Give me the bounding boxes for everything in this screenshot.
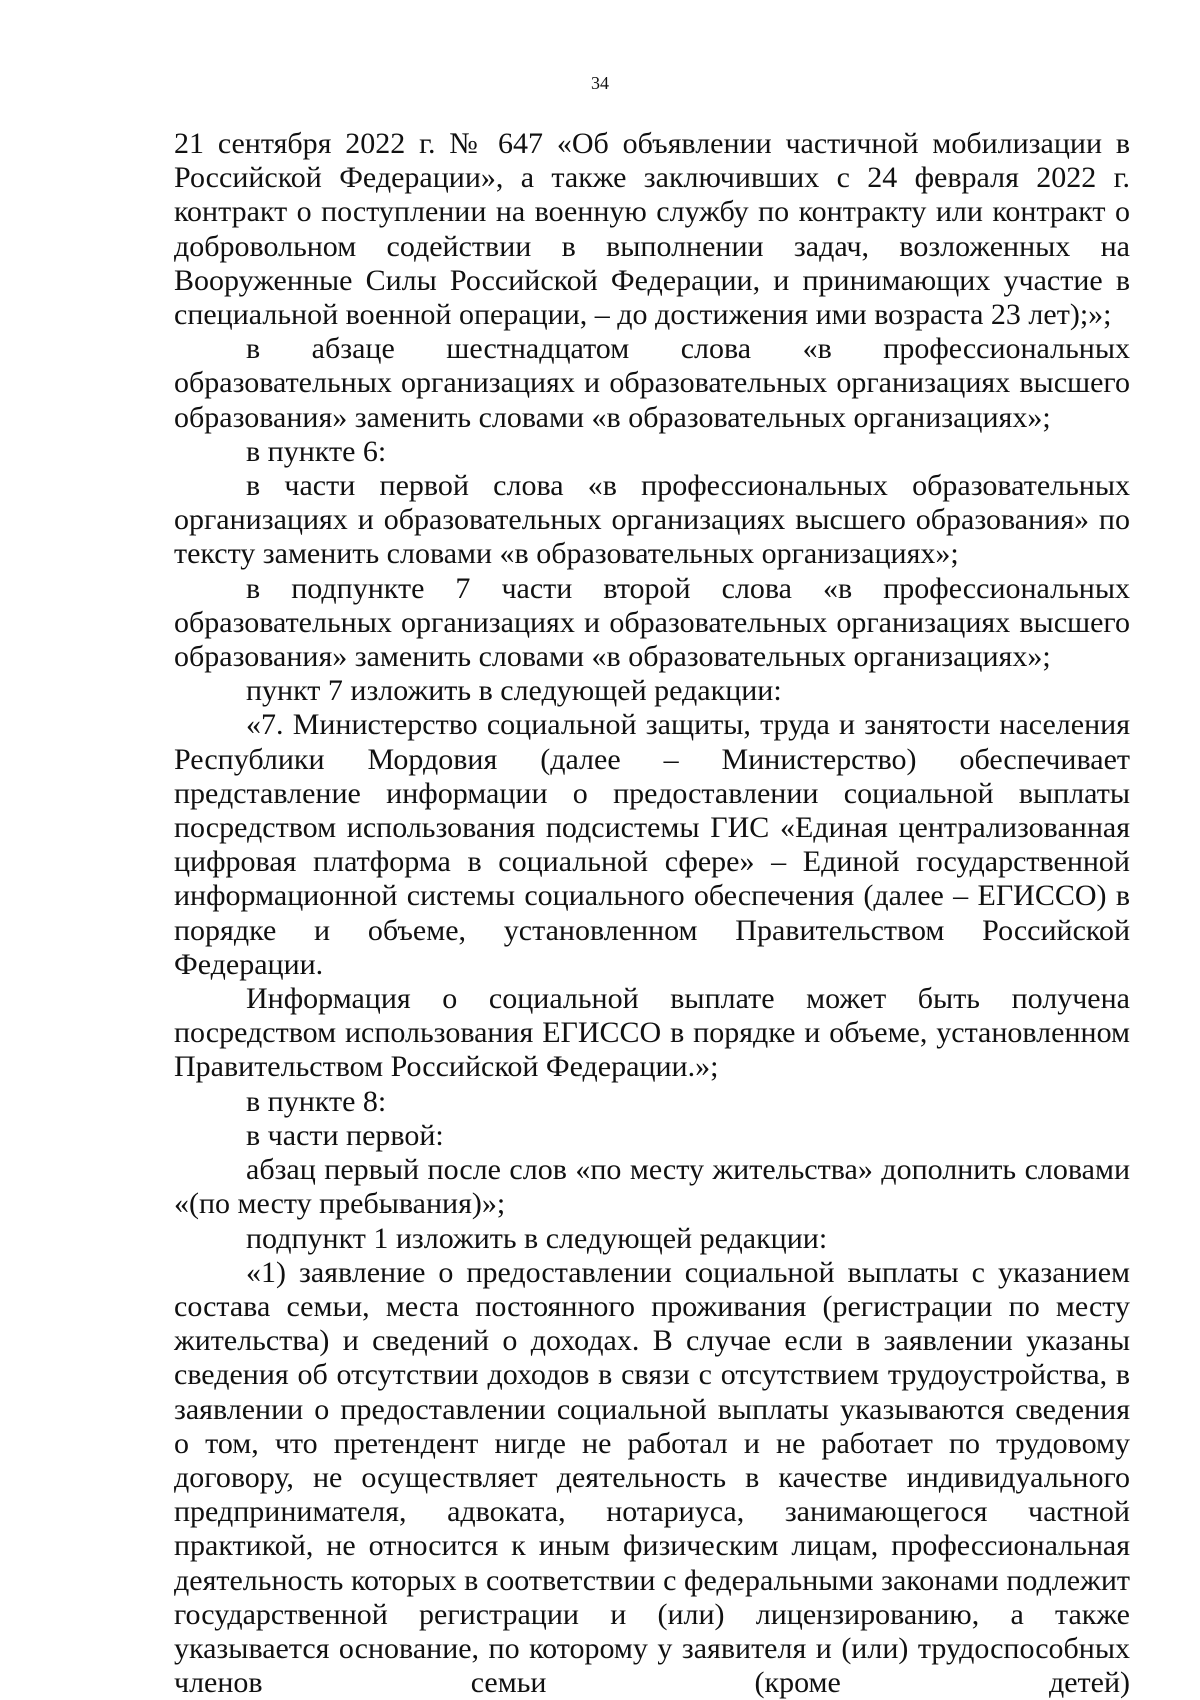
paragraph-12: подпункт 1 изложить в следующей редакции: — [246, 1221, 828, 1255]
paragraph-10: в части первой: — [246, 1118, 444, 1152]
paragraph-6: пункт 7 изложить в следующей редакции: — [246, 674, 782, 708]
page-number: 34 — [591, 73, 609, 93]
paragraph-2: в абзаце шестнадцатом слова «в профессиональных образовательных организациях и образовательных организациях высшего образования» заменить словами «в образовательных организациях»; — [174, 332, 1130, 434]
paragraph-4: в части первой слова «в профессиональных образовательных организациях и образовательных организациях высшего образования» по тексту заменить словами «в образовательных организациях»; — [174, 469, 1130, 571]
document-body — [174, 127, 1130, 1700]
paragraph-7: «7. Министерство социальной защиты, труда и занятости населения Республики Мордовия (далее – Министерство) обеспечивает представление информации о предоставлении социальной выплаты посредством использования подсистемы ГИС «Единая централизованная цифровая платформа в социальной сфере» – Единой государственной информационной системы социального обеспечения (далее – ЕГИССО) в порядке и объеме, установленном Правительством Российской Федерации. — [174, 708, 1130, 981]
paragraph-3: в пункте 6: — [246, 434, 387, 468]
paragraph-13: «1) заявление о предоставлении социальной выплаты с указанием состава семьи, места постоянного проживания (регистрации по месту жительства) и сведений о доходах. В случае если в заявлении указаны сведения об отсутствии доходов в связи с отсутствием трудоустройства, в заявлении о предоставлении социальной выплаты указываются сведения о том, что претендент нигде не работал и не работает по трудовому договору, не осуществляет деятельность в качестве индивидуального предпринимателя, адвоката, нотариуса, занимающегося частной практикой, не относится к иным физическим лицам, профессиональная деятельность которых в соответствии с федеральными законами подлежит государственной регистрации и (или) лицензированию, а также указывается основание, по которому у заявителя и (или) трудоспособных членов семьи (кроме детей) — [174, 1255, 1130, 1700]
paragraph-1: 21 сентября 2022 г. № 647 «Об объявлении частичной мобилизации в Российской Федерации», а также заключивших с 24 февраля 2022 г. контракт о поступлении на военную службу по контракту или контракт о добровольном содействии в выполнении задач, возложенных на Вооруженные Силы Российской Федерации, и принимающих участие в специальной военной операции, – до достижения ими возраста 23 лет);»; — [174, 127, 1130, 332]
paragraph-9: в пункте 8: — [246, 1084, 387, 1118]
paragraph-5: в подпункте 7 части второй слова «в профессиональных образовательных организациях и образовательных организациях высшего образования» заменить словами «в образовательных организациях»; — [174, 571, 1130, 674]
paragraph-8: Информация о социальной выплате может быть получена посредством использования ЕГИССО в порядке и объеме, установленном Правительством Российской Федерации.»; — [174, 982, 1130, 1084]
paragraph-11: абзац первый после слов «по месту жительства» дополнить словами «(по месту пребывания)»; — [174, 1153, 1130, 1221]
